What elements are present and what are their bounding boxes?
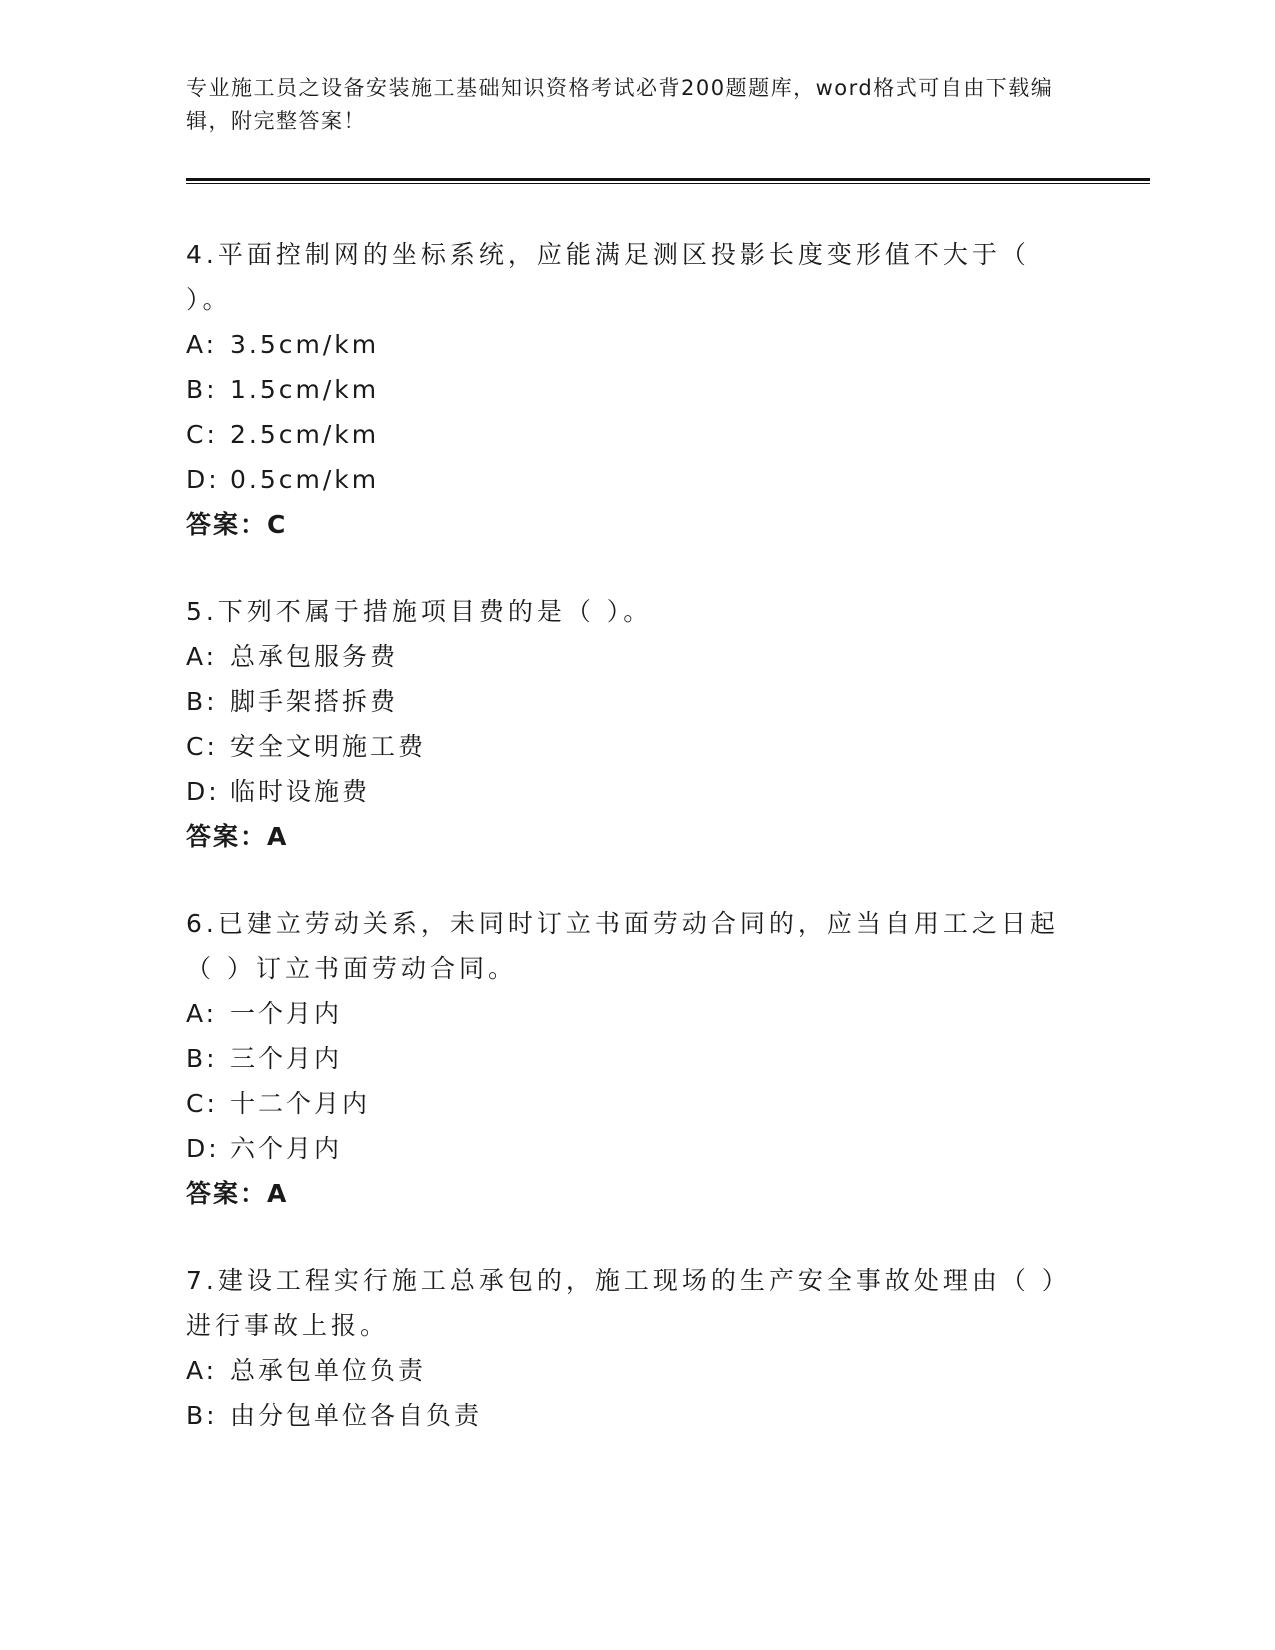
option-text: 总承包服务费 <box>230 642 399 671</box>
question-stem: 7.建设工程实行施工总承包的，施工现场的生产安全事故处理由（ ）进行事故上报。 <box>186 1266 1071 1340</box>
question-7 <box>186 1258 1086 1438</box>
header-rule-thin <box>186 183 1150 184</box>
option-letter: A: <box>186 999 218 1028</box>
option-letter: C: <box>186 420 218 449</box>
option-a <box>186 1348 1086 1393</box>
option-text: 临时设施费 <box>230 777 371 806</box>
answer-line: 答案：A <box>186 1179 289 1208</box>
option-letter: D: <box>186 465 220 494</box>
option-letter: D: <box>186 1134 220 1163</box>
option-a <box>186 634 1086 679</box>
option-text: 一个月内 <box>230 999 343 1028</box>
option-letter: A: <box>186 1356 218 1385</box>
option-letter: B: <box>186 1044 218 1073</box>
option-b <box>186 679 1086 724</box>
document-header: 专业施工员之设备安装施工基础知识资格考试必背200题题库，word格式可自由下载编辑，附完整答案！ <box>186 76 1054 133</box>
option-b <box>186 1036 1086 1081</box>
option-b <box>186 1393 1086 1438</box>
option-letter: B: <box>186 375 218 404</box>
option-text: 0.5cm/km <box>230 465 380 494</box>
question-6 <box>186 901 1086 1216</box>
question-5 <box>186 589 1086 859</box>
header-rule-thick <box>186 178 1150 181</box>
option-text: 六个月内 <box>230 1134 343 1163</box>
question-stem: 5.下列不属于措施项目费的是（ ）。 <box>186 597 653 626</box>
question-stem: 6.已建立劳动关系，未同时订立书面劳动合同的，应当自用工之日起（ ）订立书面劳动合同。 <box>186 909 1059 983</box>
option-a <box>186 991 1086 1036</box>
option-a <box>186 322 1086 367</box>
option-text: 安全文明施工费 <box>230 732 427 761</box>
answer-line: 答案：A <box>186 822 289 851</box>
option-c <box>186 1081 1086 1126</box>
option-text: 总承包单位负责 <box>230 1356 427 1385</box>
option-d <box>186 457 1086 502</box>
option-text: 由分包单位各自负责 <box>230 1401 483 1430</box>
option-letter: C: <box>186 732 218 761</box>
option-letter: B: <box>186 1401 218 1430</box>
option-text: 三个月内 <box>230 1044 343 1073</box>
option-letter: A: <box>186 330 218 359</box>
option-letter: C: <box>186 1089 218 1118</box>
option-text: 3.5cm/km <box>230 330 380 359</box>
option-letter: D: <box>186 777 220 806</box>
option-c <box>186 724 1086 769</box>
option-b <box>186 367 1086 412</box>
option-text: 1.5cm/km <box>230 375 380 404</box>
option-c <box>186 412 1086 457</box>
option-text: 十二个月内 <box>230 1089 371 1118</box>
option-text: 脚手架搭拆费 <box>230 687 399 716</box>
option-d <box>186 1126 1086 1171</box>
answer-line: 答案：C <box>186 510 288 539</box>
option-letter: A: <box>186 642 218 671</box>
option-d <box>186 769 1086 814</box>
question-list <box>186 232 1086 1480</box>
option-text: 2.5cm/km <box>230 420 380 449</box>
option-letter: B: <box>186 687 218 716</box>
question-4 <box>186 232 1086 547</box>
question-stem: 4.平面控制网的坐标系统，应能满足测区投影长度变形值不大于（ ）。 <box>186 240 1030 314</box>
